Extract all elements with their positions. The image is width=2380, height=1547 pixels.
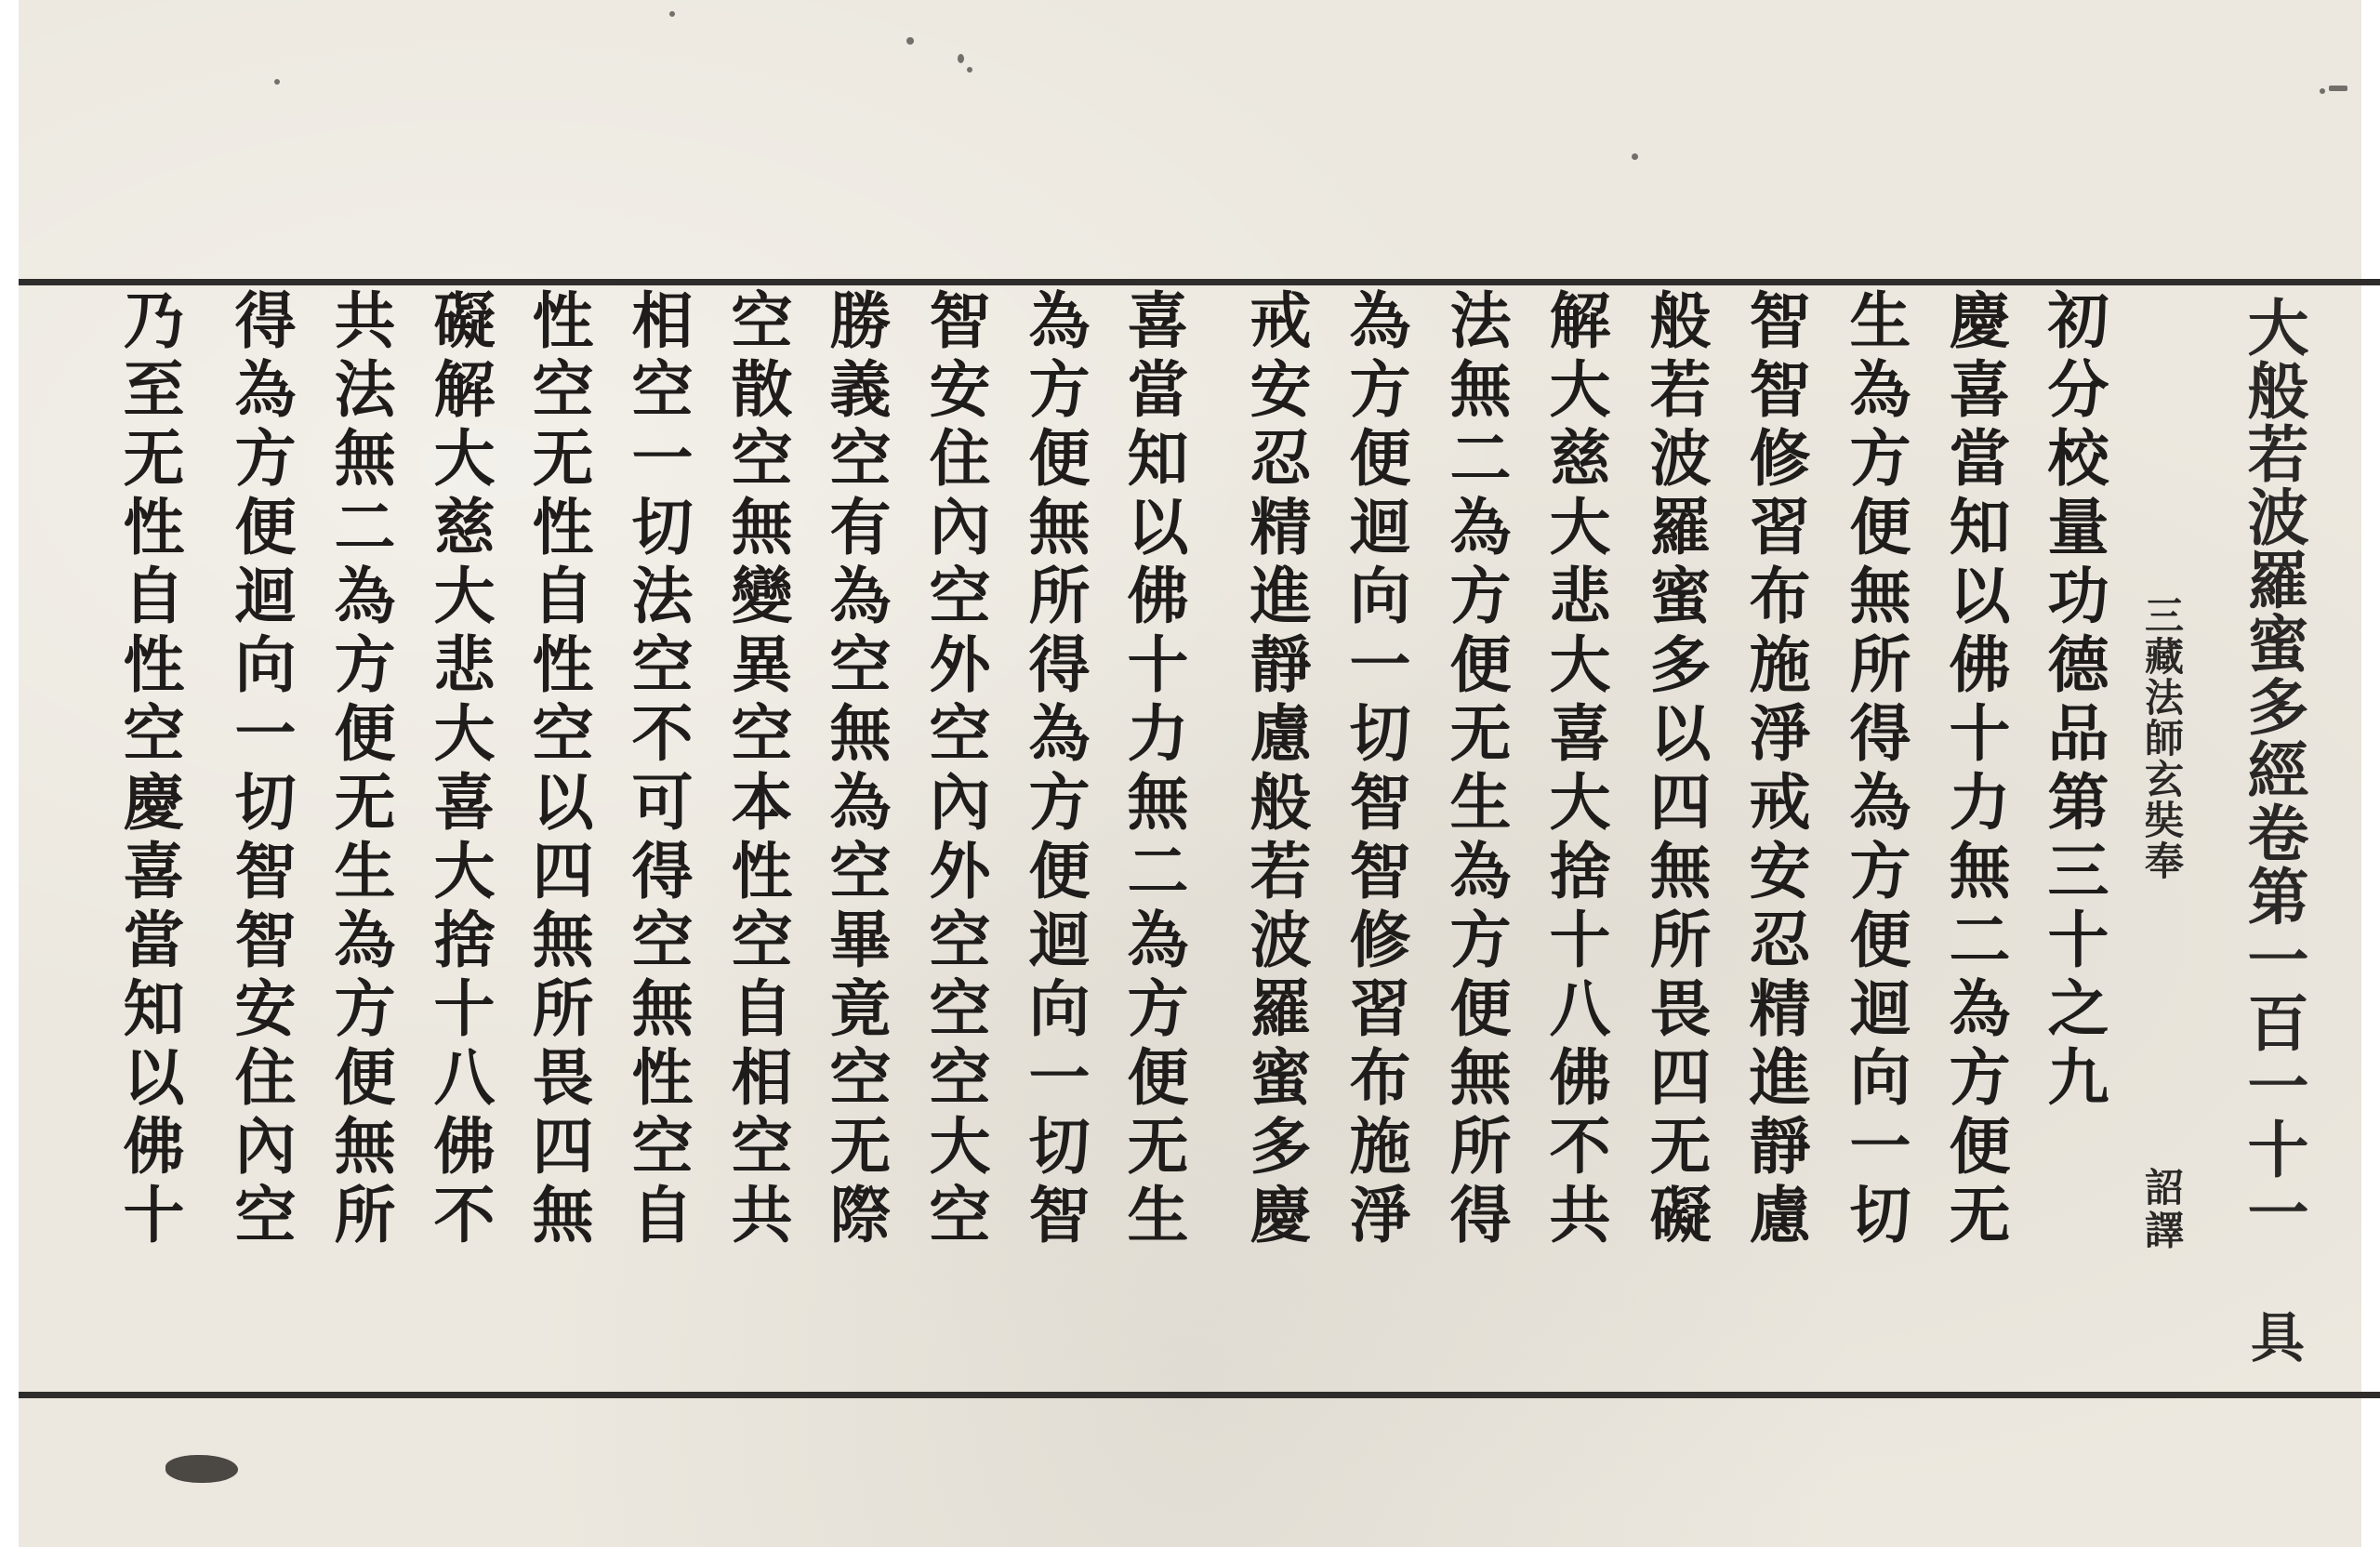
ink-speck xyxy=(669,11,675,17)
text-column-16: 礙解大慈大悲大喜大捨十八佛不 xyxy=(423,288,496,1251)
text-column-15: 性空无性自性空以四無所畏四無 xyxy=(522,288,594,1251)
chapter-heading: 初分校量功德品第三十之九 xyxy=(2037,288,2109,1114)
text-column-19: 乃至无性自性空慶喜當知以佛十 xyxy=(112,288,185,1251)
text-column-18: 得為方便迴向一切智智安住內空 xyxy=(224,288,297,1251)
text-column-7: 為方便迴向一切智智修習布施淨 xyxy=(1339,288,1411,1251)
text-column-5: 解大慈大悲大喜大捨十八佛不共 xyxy=(1539,288,1611,1251)
ink-speck xyxy=(274,79,280,85)
ink-speck xyxy=(2320,88,2325,94)
ink-speck xyxy=(2329,86,2347,91)
imperial-edict-mark: 詔譯 xyxy=(2139,1167,2185,1252)
translator-credit: 三藏法師玄奘奉 xyxy=(2139,595,2185,881)
text-column-4: 般若波羅蜜多以四無所畏四无礙 xyxy=(1639,288,1712,1251)
text-column-6: 法無二為方便无生為方便無所得 xyxy=(1439,288,1512,1251)
ink-speck xyxy=(967,67,972,73)
text-column-8: 戒安忍精進靜慮般若波羅蜜多慶 xyxy=(1239,288,1312,1251)
text-column-1: 慶喜當知以佛十力無二為方便无 xyxy=(1938,288,2011,1251)
text-column-12: 勝義空有為空無為空畢竟空无際 xyxy=(819,288,892,1251)
text-column-9: 喜當知以佛十力無二為方便无生 xyxy=(1117,288,1189,1251)
text-column-2: 生為方便無所得為方便迴向一切 xyxy=(1839,288,1911,1251)
text-column-11: 智安住內空外空內外空空空大空 xyxy=(919,288,991,1251)
sutra-title: 大般若波羅蜜多經卷第一百一十一 xyxy=(2237,296,2309,1244)
ink-speck xyxy=(906,37,914,45)
paper-sheet xyxy=(19,0,2361,1547)
text-column-14: 相空一切法空不可得空無性空自 xyxy=(621,288,694,1251)
ink-speck xyxy=(1632,153,1638,160)
text-column-3: 智智修習布施淨戒安忍精進靜慮 xyxy=(1739,288,1811,1251)
seal-mark: 具 xyxy=(2241,1309,2305,1363)
ink-speck xyxy=(958,54,964,63)
text-column-17: 共法無二為方便无生為方便無所 xyxy=(324,288,396,1251)
ink-blot xyxy=(165,1455,238,1483)
text-column-13: 空散空無變異空本性空自相空共 xyxy=(721,288,793,1251)
text-column-10: 為方便無所得為方便迴向一切智 xyxy=(1018,288,1091,1251)
